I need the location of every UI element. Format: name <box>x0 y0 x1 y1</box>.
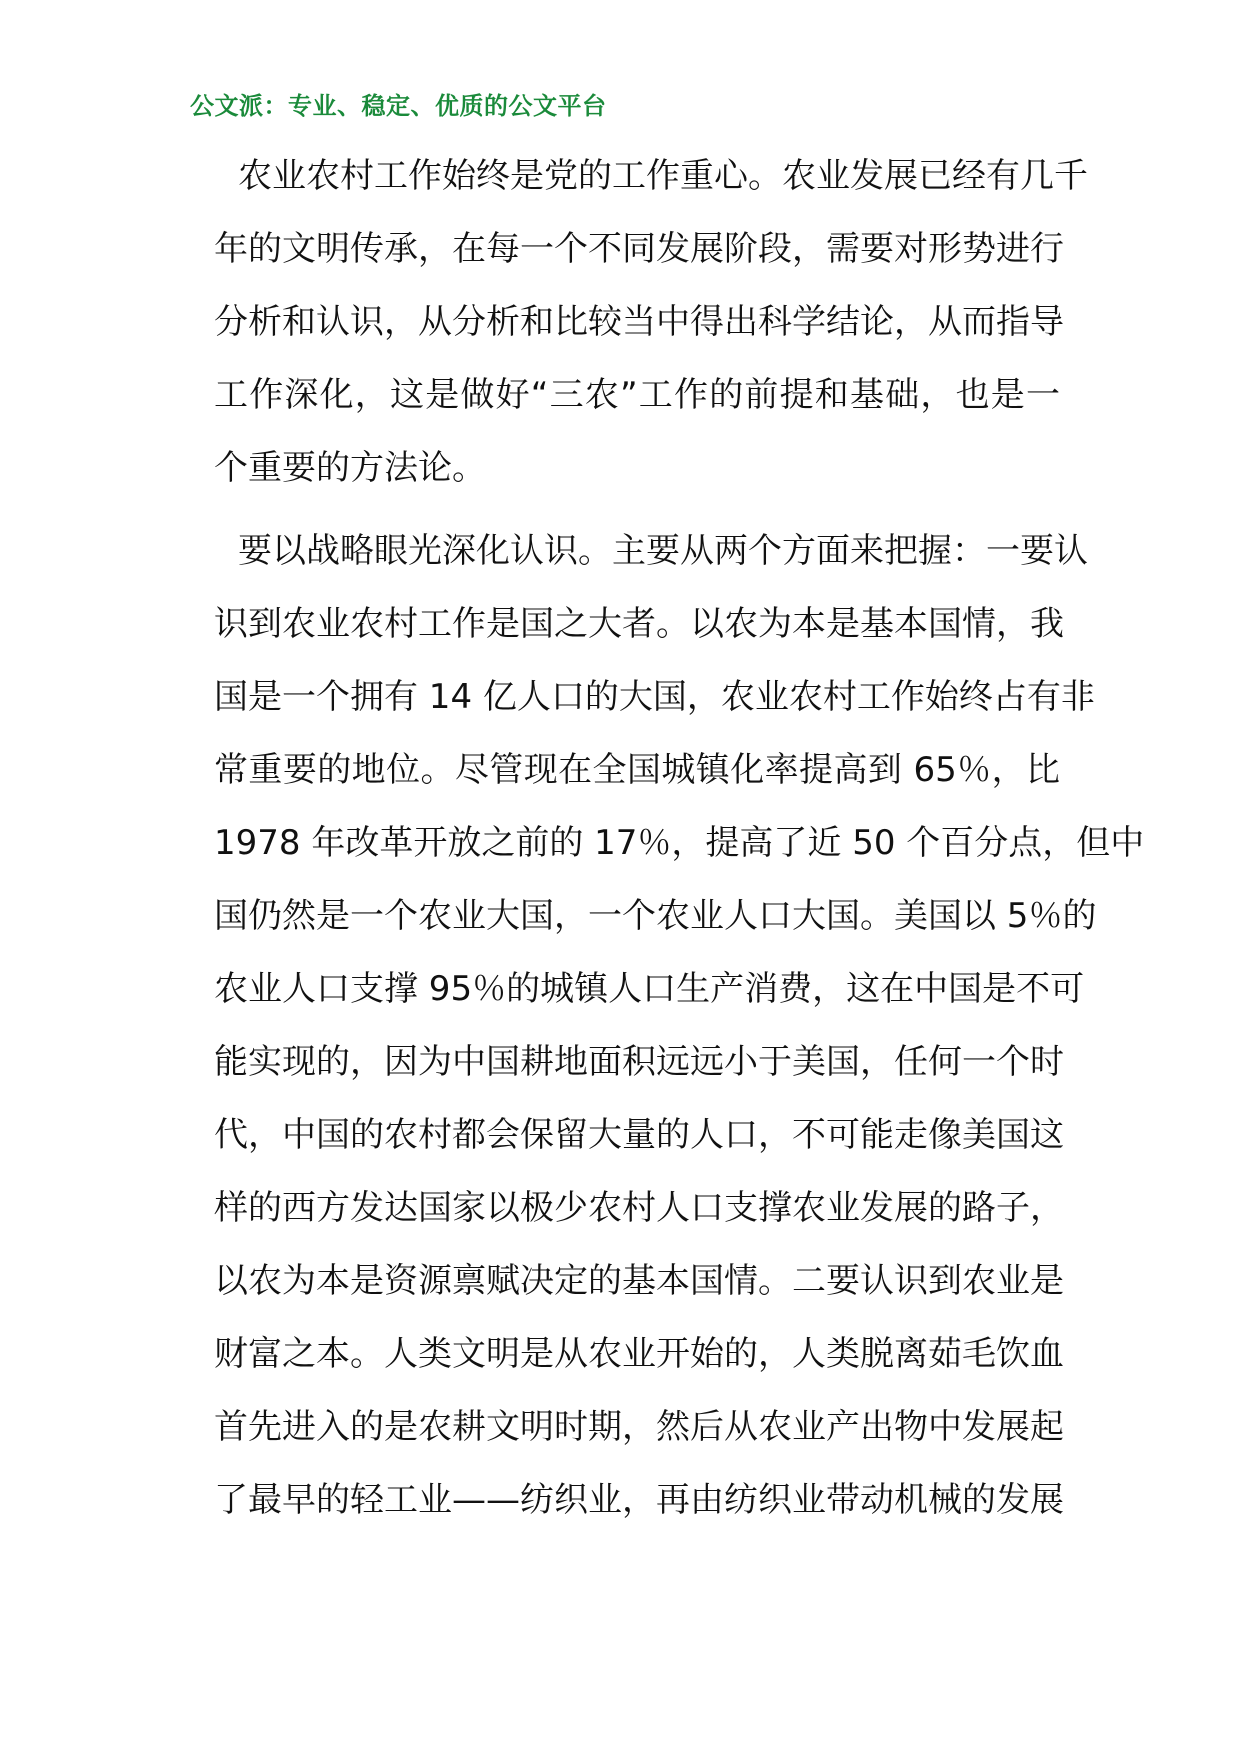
paragraph-line: 个重要的方法论。 <box>214 448 486 488</box>
paragraph-line: 代，中国的农村都会保留大量的人口，不可能走像美国这 <box>214 1115 1064 1155</box>
paragraph-line: 国仍然是一个农业大国，一个农业人口大国。美国以 5％的 <box>214 896 1097 936</box>
paragraph-line: 以农为本是资源禀赋决定的基本国情。二要认识到农业是 <box>214 1261 1064 1301</box>
paragraph-2 <box>190 515 1145 1537</box>
paragraph-line: 识到农业农村工作是国之大者。以农为本是基本国情，我 <box>214 604 1064 644</box>
paragraph-line: 年的文明传承，在每一个不同发展阶段，需要对形势进行 <box>214 229 1064 269</box>
paragraph-line: 国是一个拥有 14 亿人口的大国，农业农村工作始终占有非 <box>214 677 1095 717</box>
paragraph-line: 样的西方发达国家以极少农村人口支撑农业发展的路子， <box>214 1188 1064 1228</box>
paragraph-line: 能实现的，因为中国耕地面积远远小于美国，任何一个时 <box>214 1042 1064 1082</box>
paragraph-line: 了最早的轻工业——纺织业，再由纺织业带动机械的发展 <box>214 1480 1064 1520</box>
paragraph-line: 财富之本。人类文明是从农业开始的，人类脱离茹毛饮血 <box>214 1334 1064 1374</box>
paragraph-line: 首先进入的是农耕文明时期，然后从农业产出物中发展起 <box>214 1407 1064 1447</box>
paragraph-line: 常重要的地位。尽管现在全国城镇化率提高到 65％，比 <box>214 750 1060 790</box>
paragraph-line: 要以战略眼光深化认识。主要从两个方面来把握：一要认 <box>238 531 1088 571</box>
paragraph-line: 农业农村工作始终是党的工作重心。农业发展已经有几千 <box>238 156 1088 196</box>
document-header: 公文派：专业、稳定、优质的公文平台 <box>190 92 607 120</box>
paragraph-line: 分析和认识，从分析和比较当中得出科学结论，从而指导 <box>214 302 1064 342</box>
paragraph-1 <box>190 140 1088 505</box>
paragraph-line: 农业人口支撑 95％的城镇人口生产消费，这在中国是不可 <box>214 969 1085 1009</box>
paragraph-line: 工作深化，这是做好“三农”工作的前提和基础，也是一 <box>214 375 1060 415</box>
paragraph-line: 1978 年改革开放之前的 17％，提高了近 50 个百分点，但中 <box>214 823 1145 863</box>
